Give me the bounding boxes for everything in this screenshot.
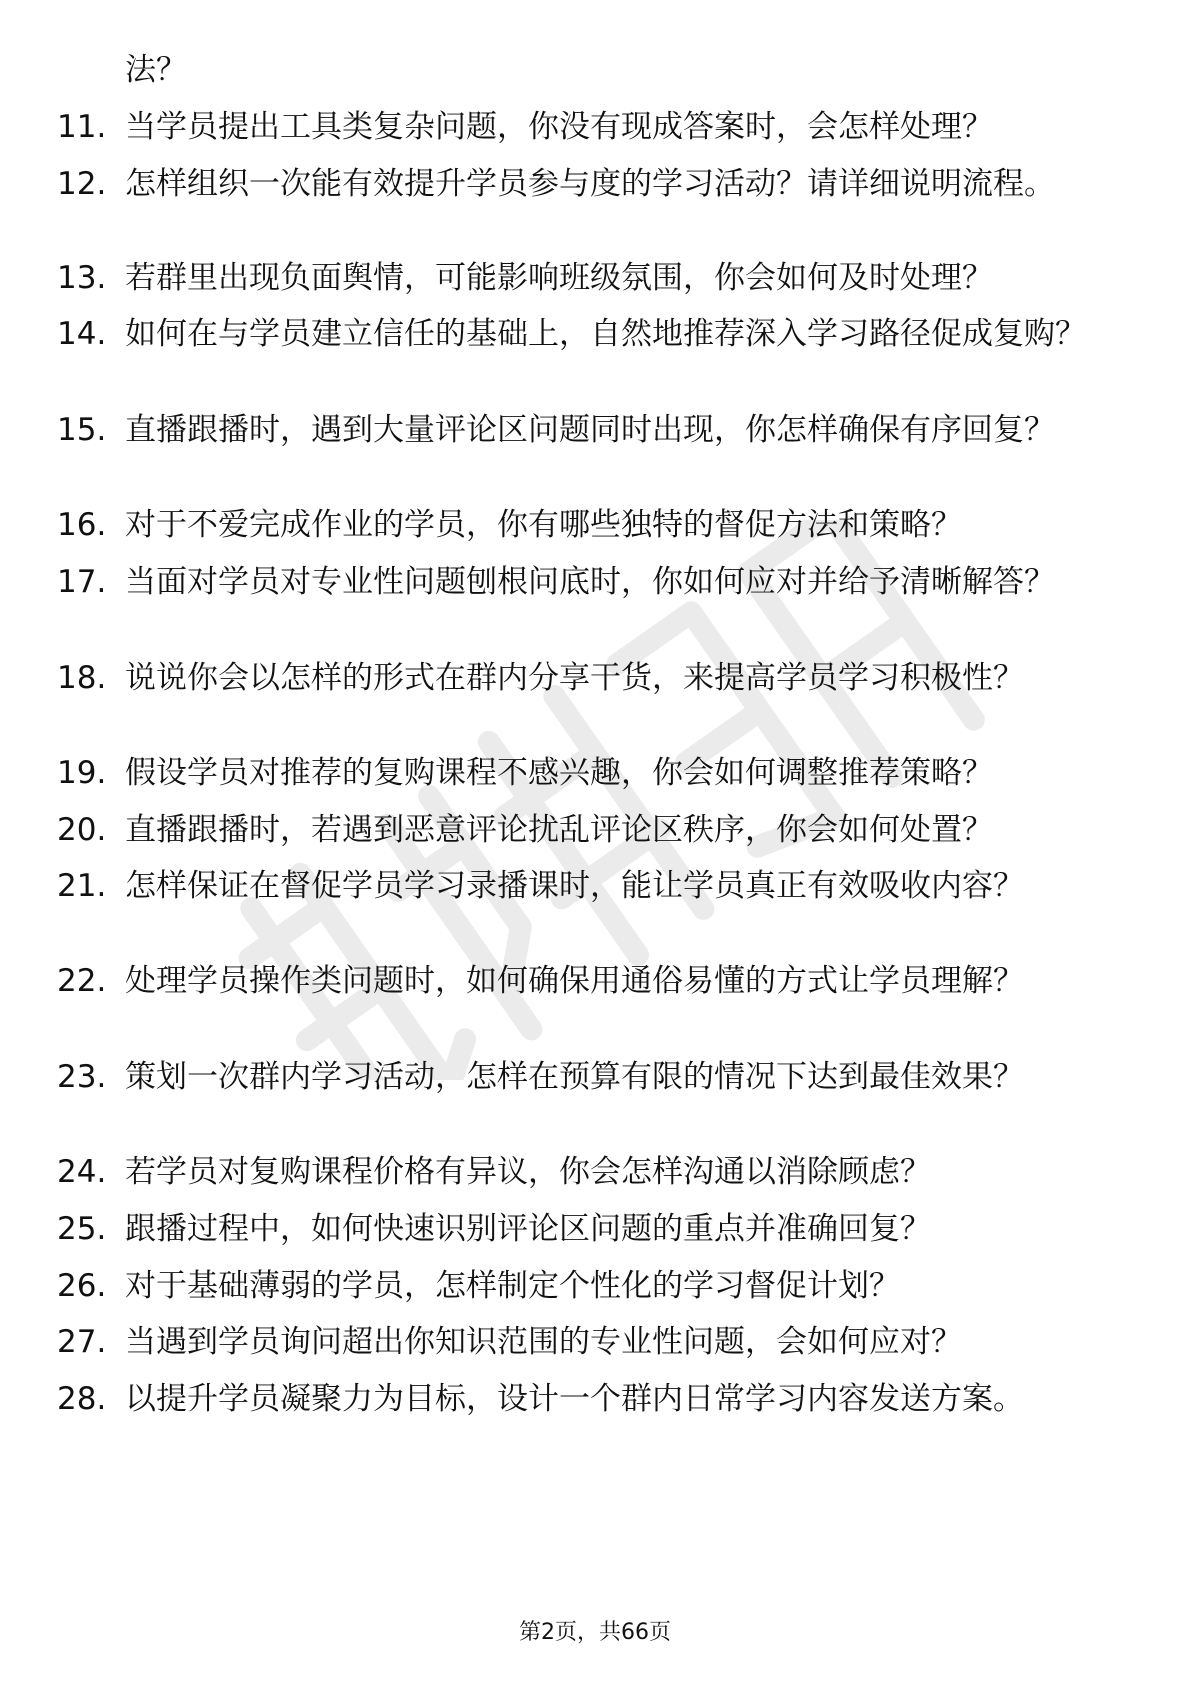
item-text: 若群里出现负面舆情，可能影响班级氛围，你会如何及时处理？ — [125, 260, 993, 296]
item-text: 当学员提出工具类复杂问题，你没有现成答案时，会怎样处理？ — [125, 109, 993, 145]
item-text: 若学员对复购课程价格有异议，你会怎样沟通以消除顾虑？ — [125, 1154, 931, 1190]
item-number: 25. — [57, 1211, 107, 1247]
item-text: 直播跟播时，遇到大量评论区问题同时出现，你怎样确保有序回复？ — [125, 412, 1055, 448]
item-number: 12. — [57, 166, 107, 202]
item-number: 11. — [57, 109, 107, 145]
item-text: 假设学员对推荐的复购课程不感兴趣，你会如何调整推荐策略？ — [125, 755, 993, 791]
item-number: 20. — [57, 812, 107, 848]
item-text: 跟播过程中，如何快速识别评论区问题的重点并准确回复？ — [125, 1211, 931, 1247]
item-text: 处理学员操作类问题时，如何确保用通俗易懂的方式让学员理解？ — [125, 963, 1024, 999]
item-number: 15. — [57, 412, 107, 448]
item-text: 如何在与学员建立信任的基础上，自然地推荐深入学习路径促成复购？ — [125, 316, 1086, 352]
item-text: 怎样组织一次能有效提升学员参与度的学习活动？请详细说明流程。 — [125, 166, 1055, 202]
item-number: 14. — [57, 316, 107, 352]
item-number: 17. — [57, 564, 107, 600]
page-number: 第2页，共66页 — [519, 1620, 671, 1645]
continuation-text: 法？ — [125, 52, 187, 88]
item-number: 26. — [57, 1268, 107, 1304]
item-number: 23. — [57, 1059, 107, 1095]
item-number: 19. — [57, 755, 107, 791]
item-number: 24. — [57, 1154, 107, 1190]
item-number: 22. — [57, 963, 107, 999]
item-number: 28. — [57, 1381, 107, 1417]
item-text: 以提升学员凝聚力为目标，设计一个群内日常学习内容发送方案。 — [125, 1381, 1024, 1417]
item-text: 当遇到学员询问超出你知识范围的专业性问题，会如何应对？ — [125, 1324, 962, 1360]
item-number: 13. — [57, 260, 107, 296]
item-text: 怎样保证在督促学员学习录播课时，能让学员真正有效吸收内容？ — [125, 868, 1024, 904]
item-text: 直播跟播时，若遇到恶意评论扰乱评论区秩序，你会如何处置？ — [125, 812, 993, 848]
item-text: 说说你会以怎样的形式在群内分享干货，来提高学员学习积极性？ — [125, 660, 1024, 696]
item-text: 对于不爱完成作业的学员，你有哪些独特的督促方法和策略？ — [125, 507, 962, 543]
item-text: 策划一次群内学习活动，怎样在预算有限的情况下达到最佳效果？ — [125, 1059, 1024, 1095]
item-number: 18. — [57, 660, 107, 696]
item-number: 16. — [57, 507, 107, 543]
item-number: 27. — [57, 1324, 107, 1360]
item-number: 21. — [57, 868, 107, 904]
item-text: 当面对学员对专业性问题刨根问底时，你如何应对并给予清晰解答？ — [125, 564, 1055, 600]
item-text: 对于基础薄弱的学员，怎样制定个性化的学习督促计划？ — [125, 1268, 900, 1304]
